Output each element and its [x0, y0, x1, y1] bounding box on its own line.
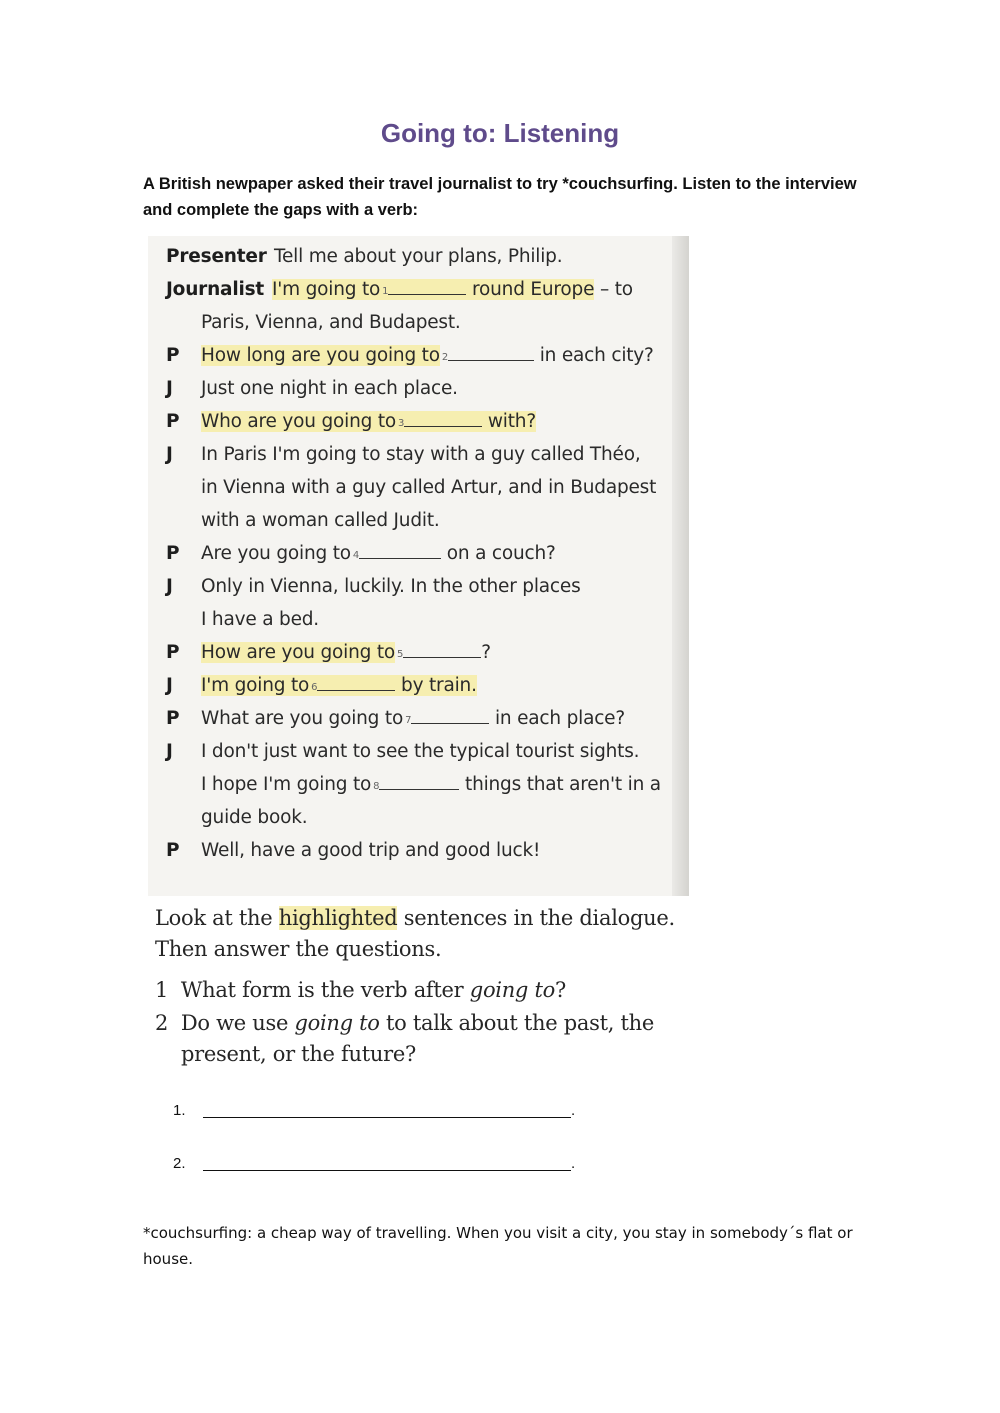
dialogue-text: Well, have a good trip and good luck!: [201, 840, 541, 861]
question-text: What form is the verb after: [180, 978, 464, 1002]
instructions: A British newpaper asked their travel journalist to try *couchsurfing. Listen to the interview and complete the gaps with a verb:: [143, 175, 857, 219]
dialogue-text: Are you going to: [201, 543, 351, 564]
gap-number: 2: [441, 352, 449, 363]
speaker-label: J: [166, 576, 173, 597]
question-1: [155, 978, 566, 1002]
dialogue-text: ?: [481, 642, 491, 663]
dialogue-text: Paris, Vienna, and Budapest.: [201, 312, 461, 333]
answer-line[interactable]: [203, 1170, 571, 1171]
gap-number: 1: [382, 286, 389, 297]
highlighted-text: Who are you going to: [201, 411, 397, 432]
answer-label: 1.: [173, 1102, 186, 1119]
question-2-cont: present, or the future?: [181, 1042, 416, 1066]
dialogue-text: [201, 543, 556, 564]
dialogue-text: [201, 675, 477, 696]
answer-gap[interactable]: [379, 775, 459, 790]
question-text: to talk about the past, the: [386, 1011, 654, 1035]
highlighted-word: highlighted: [278, 906, 398, 930]
dialogue-text: In Paris I'm going to stay with a guy called Théo,: [201, 444, 641, 465]
highlighted-text: I'm going to: [272, 279, 381, 300]
dialogue-text: Only in Vienna, luckily. In the other places: [201, 576, 581, 597]
answer-label: 2.: [173, 1155, 186, 1172]
dialogue-text: things that aren't in a: [465, 774, 661, 795]
gap-number: 8: [373, 781, 380, 792]
dialogue-text: I have a bed.: [201, 609, 319, 630]
highlighted-text: How long are you going to: [201, 345, 440, 366]
answer-gap[interactable]: [411, 709, 489, 724]
dialogue-text: I don't just want to see the typical tourist sights.: [201, 741, 640, 762]
dialogue-text: [201, 642, 491, 663]
dialogue-text: Tell me about your plans, Philip.: [274, 246, 563, 267]
question-italic: going to: [294, 1011, 380, 1035]
speaker-label: P: [166, 411, 180, 432]
speaker-label: Journalist: [166, 279, 265, 300]
speaker-label: J: [166, 675, 173, 696]
dialogue-text: in each city?: [539, 345, 654, 366]
speaker-label: J: [166, 378, 173, 399]
questions-text: sentences in the dialogue.: [403, 906, 675, 930]
answer-gap[interactable]: [448, 346, 534, 361]
dialogue-text: Just one night in each place.: [201, 378, 458, 399]
answer-line[interactable]: [203, 1117, 571, 1118]
answer-gap[interactable]: [403, 643, 481, 658]
speaker-label: P: [166, 543, 180, 564]
answer-row-1: [173, 1102, 576, 1119]
speaker-label: Presenter: [166, 246, 267, 267]
answer-row-2: [173, 1155, 576, 1172]
question-number: 1: [155, 978, 169, 1002]
dialogue-text: in each place?: [494, 708, 625, 729]
answer-gap[interactable]: [388, 280, 466, 295]
dialogue-text: [201, 708, 625, 729]
dialogue-text: [201, 411, 536, 432]
footnote: *couchsurfing: a cheap way of travelling. When you visit a city, you stay in somebody´s flat or house.: [143, 1224, 853, 1268]
textbook-scan: [148, 236, 689, 896]
dialogue-text: on a couch?: [446, 543, 556, 564]
question-2: [155, 1011, 654, 1035]
question-number: 2: [155, 1011, 169, 1035]
gap-number: 6: [311, 682, 318, 693]
gap-number: 4: [352, 550, 360, 561]
speaker-label: J: [166, 444, 173, 465]
speaker-label: P: [166, 708, 180, 729]
dialogue-text: – to: [594, 279, 633, 300]
question-italic: going to: [469, 978, 555, 1002]
gap-number: 5: [397, 649, 404, 660]
answer-gap[interactable]: [317, 676, 395, 691]
scan-page-edge: [672, 236, 689, 896]
page-title: Going to: Listening: [380, 118, 620, 148]
highlighted-text: by train.: [401, 675, 477, 696]
questions-intro: [155, 906, 675, 930]
gap-number: 3: [398, 418, 405, 429]
dialogue-text: with a woman called Judit.: [201, 510, 440, 531]
speaker-label: P: [166, 345, 180, 366]
questions-intro-2: Then answer the questions.: [155, 937, 442, 961]
highlighted-text: How are you going to: [201, 642, 396, 663]
question-text: ?: [554, 978, 566, 1002]
highlighted-text: I'm going to: [201, 675, 310, 696]
highlighted-text: with?: [487, 411, 536, 432]
speaker-label: J: [166, 741, 173, 762]
dialogue-text: [201, 774, 661, 795]
answer-gap[interactable]: [359, 544, 441, 559]
dialogue-text: What are you going to: [201, 708, 404, 729]
question-text: Do we use: [180, 1011, 289, 1035]
dialogue-text: in Vienna with a guy called Artur, and in Budapest: [201, 477, 657, 498]
dialogue-text: [272, 279, 633, 300]
dialogue-text: guide book.: [201, 807, 308, 828]
dialogue-text: I hope I'm going to: [201, 774, 372, 795]
dialogue-text: [201, 345, 654, 366]
highlighted-text: round Europe: [472, 279, 595, 300]
gap-number: 7: [405, 715, 412, 726]
answer-gap[interactable]: [404, 412, 482, 427]
answer-end: .: [571, 1155, 576, 1172]
questions-text: Look at the: [155, 906, 273, 930]
answer-end: .: [571, 1102, 576, 1119]
speaker-label: P: [166, 642, 180, 663]
speaker-label: P: [166, 840, 180, 861]
